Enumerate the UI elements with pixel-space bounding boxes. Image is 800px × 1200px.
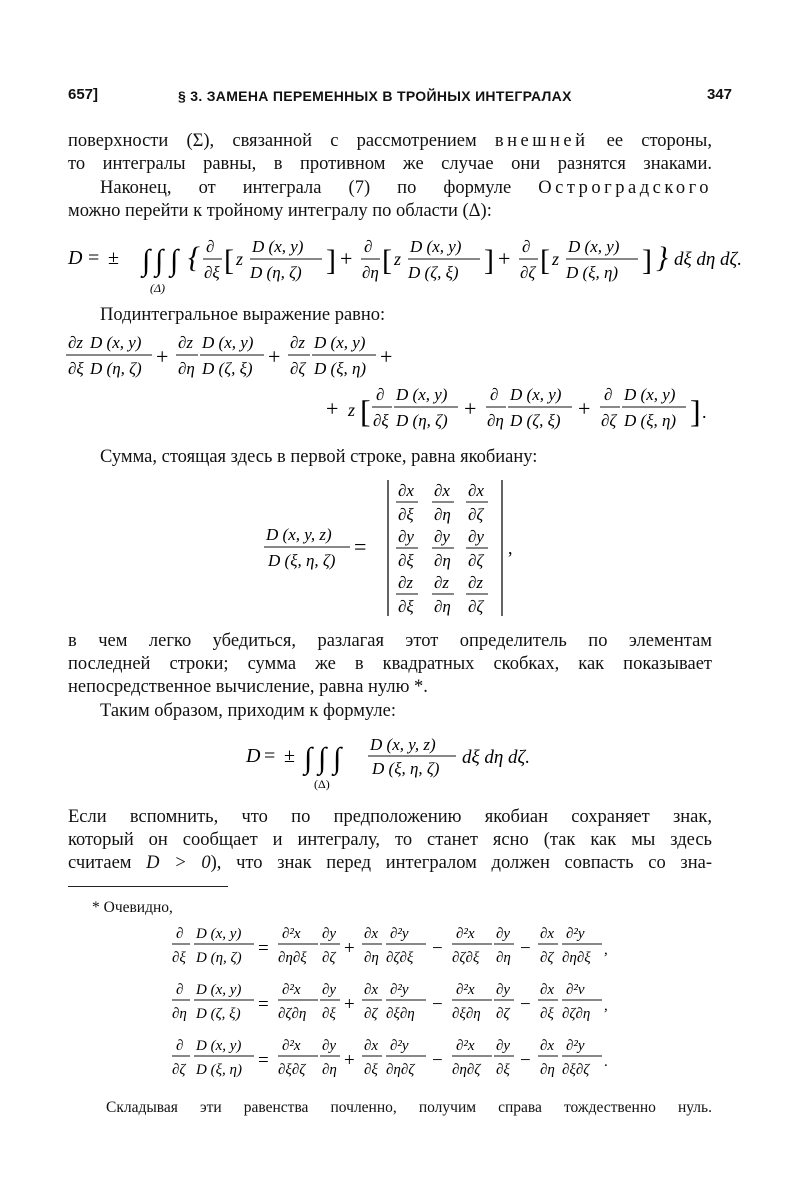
svg-text:∂ζ∂η: ∂ζ∂η [562, 1006, 591, 1022]
svg-text:∂y: ∂y [322, 1038, 337, 1054]
svg-text:D (x, y): D (x, y) [196, 926, 242, 942]
svg-text:=: = [258, 994, 269, 1015]
svg-text:∂x: ∂x [398, 481, 414, 500]
svg-text:∫: ∫ [318, 742, 327, 775]
svg-text:∂ζ: ∂ζ [468, 597, 484, 616]
svg-text:∂²x: ∂²x [456, 982, 475, 998]
text-line: Подинтегральное выражение равно: [100, 305, 386, 325]
text-line: поверхности (Σ), связанной с рассмотрением внешней ее стороны, [68, 131, 712, 151]
svg-text:=: = [258, 1050, 269, 1071]
svg-text:+: + [344, 994, 355, 1015]
svg-text:∂: ∂ [206, 237, 215, 256]
svg-text:D (η, ζ): D (η, ζ) [90, 359, 142, 378]
svg-text:∫: ∫ [304, 742, 313, 775]
svg-text:D (x, y): D (x, y) [396, 385, 448, 404]
svg-text:∂η: ∂η [178, 359, 195, 378]
svg-text:±: ± [284, 745, 295, 767]
svg-text:=: = [258, 938, 269, 959]
text-line: непосредственное вычисление, равна нулю *. [68, 677, 428, 697]
svg-text:∂z: ∂z [398, 573, 414, 592]
svg-text:∂ζ: ∂ζ [322, 950, 336, 966]
svg-text:∂²x: ∂²x [282, 982, 301, 998]
svg-text:∂ζ: ∂ζ [540, 950, 554, 966]
svg-text:+: + [344, 938, 355, 959]
svg-text:∂ζ∂η: ∂ζ∂η [278, 1006, 307, 1022]
svg-text:dξ dη dζ.: dξ dη dζ. [674, 249, 743, 270]
svg-text:+: + [268, 344, 281, 369]
svg-text:D (η, ζ): D (η, ζ) [250, 263, 302, 282]
text-line: Если вспомнить, что по предположению якобиан сохраняет знак, [68, 807, 712, 827]
svg-text:+: + [340, 246, 353, 271]
svg-text:∂ξ∂ζ: ∂ξ∂ζ [278, 1062, 306, 1078]
integrand-formula [66, 330, 736, 440]
svg-text:∂ξ∂ζ: ∂ξ∂ζ [562, 1062, 590, 1078]
svg-text:∂η∂ζ: ∂η∂ζ [452, 1062, 481, 1078]
svg-text:−: − [520, 1050, 531, 1071]
svg-text:∂η∂ξ: ∂η∂ξ [278, 950, 307, 966]
svg-text:D (ξ, η): D (ξ, η) [314, 359, 367, 378]
svg-text:∂η: ∂η [540, 1062, 555, 1078]
svg-text:,: , [604, 998, 608, 1014]
svg-text:+: + [464, 396, 477, 421]
svg-text:+: + [498, 246, 511, 271]
svg-text:∂x: ∂x [540, 982, 555, 998]
running-header [68, 86, 732, 112]
svg-text:∂²y: ∂²y [566, 1038, 585, 1054]
svg-text:∂²y: ∂²y [390, 1038, 409, 1054]
svg-text:D (ζ, ξ): D (ζ, ξ) [202, 359, 253, 378]
svg-text:D (ξ, η, ζ): D (ξ, η, ζ) [372, 759, 440, 778]
svg-text:∂y: ∂y [496, 1038, 511, 1054]
svg-text:,: , [508, 538, 513, 558]
svg-text:∂ζ∂ξ: ∂ζ∂ξ [386, 950, 414, 966]
svg-text:D (ξ, η): D (ξ, η) [196, 1062, 242, 1078]
svg-text:∂y: ∂y [468, 527, 484, 546]
svg-text:∂: ∂ [176, 926, 184, 942]
svg-text:∂ξ: ∂ξ [398, 551, 414, 570]
svg-text:∂x: ∂x [364, 982, 379, 998]
svg-text:∂η: ∂η [364, 950, 379, 966]
svg-text:∂η: ∂η [434, 505, 451, 524]
svg-text:=: = [354, 534, 367, 559]
svg-text:D (x, y): D (x, y) [568, 237, 620, 256]
svg-text:}: } [656, 241, 668, 274]
svg-text:D (η, ζ): D (η, ζ) [396, 411, 448, 430]
svg-text:∂y: ∂y [434, 527, 450, 546]
jacobian-determinant [262, 478, 532, 620]
svg-text:D (x, y): D (x, y) [196, 982, 242, 998]
svg-text:,: , [604, 942, 608, 958]
svg-text:∂: ∂ [376, 385, 385, 404]
text-line: в чем легко убедиться, разлагая этот определитель по элементам [68, 631, 712, 651]
svg-text:±: ± [108, 247, 119, 269]
svg-text:∂: ∂ [364, 237, 373, 256]
svg-text:∂²y: ∂²y [566, 926, 585, 942]
svg-text:D (x, y): D (x, y) [624, 385, 676, 404]
svg-text:∂η: ∂η [496, 950, 511, 966]
svg-text:D: D [246, 745, 261, 767]
svg-text:−: − [432, 1050, 443, 1071]
svg-text:∂z: ∂z [178, 333, 194, 352]
svg-text:∂η∂ζ: ∂η∂ζ [386, 1062, 415, 1078]
svg-text:∂ζ: ∂ζ [468, 505, 484, 524]
svg-text:∂η: ∂η [487, 411, 504, 430]
svg-text:.: . [702, 402, 707, 422]
svg-text:D (x, y): D (x, y) [202, 333, 254, 352]
svg-text:∂ξ: ∂ξ [172, 950, 186, 966]
svg-text:∂²x: ∂²x [282, 926, 301, 942]
svg-text:∂x: ∂x [468, 481, 484, 500]
svg-text:D (x, y, z): D (x, y, z) [370, 735, 436, 754]
svg-text:∂x: ∂x [540, 1038, 555, 1054]
svg-text:∂y: ∂y [322, 982, 337, 998]
footnote-closing: Складывая эти равенства почленно, получим справа тождественно нуль. [106, 1099, 712, 1116]
svg-text:D (ξ, η): D (ξ, η) [624, 411, 677, 430]
svg-text:∂ξ: ∂ξ [68, 359, 84, 378]
svg-text:=: = [88, 247, 100, 269]
text-line: то интегралы равны, в противном же случае они разнятся знаками. [68, 154, 712, 174]
svg-text:[: [ [360, 393, 371, 429]
text-line: считаем D > 0), что знак перед интегралом должен совпасть со зна- [68, 853, 712, 873]
svg-text:D (ζ, ξ): D (ζ, ξ) [408, 263, 459, 282]
svg-text:∂ξ∂η: ∂ξ∂η [386, 1006, 415, 1022]
svg-text:∂y: ∂y [496, 926, 511, 942]
svg-text:dξ dη dζ.: dξ dη dζ. [462, 747, 531, 768]
footnote-equations [170, 922, 630, 1088]
svg-text:z: z [552, 249, 560, 269]
svg-text:D (x, y): D (x, y) [410, 237, 462, 256]
footnote-rule [68, 886, 228, 887]
svg-text:∂²v: ∂²v [566, 982, 585, 998]
svg-text:∂ζ: ∂ζ [364, 1006, 378, 1022]
svg-text:z: z [394, 249, 402, 269]
svg-text:−: − [432, 938, 443, 959]
svg-text:∂ζ: ∂ζ [601, 411, 617, 430]
svg-text:∫: ∫ [142, 244, 151, 277]
svg-text:D (η, ζ): D (η, ζ) [196, 950, 242, 966]
svg-text:[: [ [224, 244, 234, 277]
svg-text:∂²x: ∂²x [282, 1038, 301, 1054]
text-line: который он сообщает и интегралу, то станет ясно (так как мы здесь [68, 830, 712, 850]
volume-integral-formula [66, 230, 743, 300]
svg-text:∂η: ∂η [434, 551, 451, 570]
svg-text:D (x, y): D (x, y) [314, 333, 366, 352]
svg-text:∂η∂ξ: ∂η∂ξ [562, 950, 591, 966]
svg-text:∂ξ: ∂ξ [398, 597, 414, 616]
svg-text:∂x: ∂x [434, 481, 450, 500]
svg-text:]: ] [642, 244, 652, 277]
svg-text:∂z: ∂z [290, 333, 306, 352]
svg-text:+: + [578, 396, 591, 421]
svg-text:∂x: ∂x [364, 926, 379, 942]
svg-text:∂²y: ∂²y [390, 982, 409, 998]
svg-text:[: [ [540, 244, 550, 277]
svg-text:D (x, y, z): D (x, y, z) [266, 525, 332, 544]
svg-text:∂y: ∂y [398, 527, 414, 546]
svg-text:∂ξ: ∂ξ [322, 1006, 336, 1022]
svg-text:D (x, y): D (x, y) [196, 1038, 242, 1054]
svg-text:∂η: ∂η [172, 1006, 187, 1022]
svg-text:∂z: ∂z [468, 573, 484, 592]
svg-text:∂ζ: ∂ζ [172, 1062, 186, 1078]
svg-text:∂y: ∂y [322, 926, 337, 942]
svg-text:[: [ [382, 244, 392, 277]
svg-text:∂ξ: ∂ξ [398, 505, 414, 524]
svg-text:+: + [156, 344, 169, 369]
svg-text:]: ] [690, 393, 701, 429]
svg-text:∂ζ: ∂ζ [290, 359, 306, 378]
text-line: Наконец, от интеграла (7) по формуле Остроградского [100, 178, 712, 198]
svg-text:D (ξ, η, ζ): D (ξ, η, ζ) [268, 551, 336, 570]
svg-text:D (ζ, ξ): D (ζ, ξ) [510, 411, 561, 430]
svg-text:+: + [344, 1050, 355, 1071]
svg-text:∂ζ: ∂ζ [520, 263, 536, 282]
svg-text:(Δ): (Δ) [314, 777, 330, 791]
svg-text:+: + [380, 344, 393, 369]
svg-text:∂²y: ∂²y [390, 926, 409, 942]
svg-text:D (x, y): D (x, y) [90, 333, 142, 352]
svg-text:−: − [520, 938, 531, 959]
svg-text:∂ζ: ∂ζ [496, 1006, 510, 1022]
svg-text:∂x: ∂x [364, 1038, 379, 1054]
svg-text:∫: ∫ [155, 244, 164, 277]
svg-text:∂: ∂ [176, 982, 184, 998]
svg-text:∂ξ: ∂ξ [364, 1062, 378, 1078]
text-line: Таким образом, приходим к формуле: [100, 701, 396, 721]
svg-text:∂ξ: ∂ξ [496, 1062, 510, 1078]
svg-text:∂²x: ∂²x [456, 1038, 475, 1054]
text-line: последней строки; сумма же в квадратных скобках, как показывает [68, 654, 712, 674]
svg-text:∂ζ: ∂ζ [468, 551, 484, 570]
svg-text:−: − [520, 994, 531, 1015]
svg-text:∂: ∂ [176, 1038, 184, 1054]
svg-text:∂ξ∂η: ∂ξ∂η [452, 1006, 481, 1022]
svg-text:∂η: ∂η [434, 597, 451, 616]
svg-text:∂y: ∂y [496, 982, 511, 998]
svg-text:]: ] [484, 244, 494, 277]
svg-text:∂: ∂ [604, 385, 613, 404]
svg-text:z: z [236, 249, 244, 269]
section-number: 657] [68, 86, 99, 103]
svg-text:∂: ∂ [490, 385, 499, 404]
svg-text:∫: ∫ [333, 742, 342, 775]
svg-text:]: ] [326, 244, 336, 277]
svg-text:∫: ∫ [170, 244, 179, 277]
svg-text:∂ζ∂ξ: ∂ζ∂ξ [452, 950, 480, 966]
svg-text:=: = [264, 745, 276, 767]
text-line: можно перейти к тройному интегралу по области (Δ): [68, 201, 492, 221]
page-number: 347 [706, 86, 732, 103]
svg-text:∂ξ: ∂ξ [540, 1006, 554, 1022]
svg-text:∂z: ∂z [68, 333, 84, 352]
formula-D: D [68, 247, 83, 269]
svg-text:.: . [604, 1054, 608, 1070]
running-title: § 3. ЗАМЕНА ПЕРЕМЕННЫХ В ТРОЙНЫХ ИНТЕГРАЛАХ [178, 88, 572, 104]
svg-text:∂η: ∂η [322, 1062, 337, 1078]
svg-text:D (ξ, η): D (ξ, η) [566, 263, 619, 282]
region-label: (Δ) [150, 281, 166, 295]
svg-text:z: z [348, 400, 356, 420]
svg-text:D (x, y): D (x, y) [252, 237, 304, 256]
svg-text:∂ξ: ∂ξ [204, 263, 220, 282]
svg-text:∂: ∂ [522, 237, 531, 256]
svg-text:∂z: ∂z [434, 573, 450, 592]
svg-text:−: − [432, 994, 443, 1015]
svg-text:{: { [188, 241, 200, 274]
svg-text:D (ζ, ξ): D (ζ, ξ) [196, 1006, 241, 1022]
svg-text:∂x: ∂x [540, 926, 555, 942]
svg-text:+: + [326, 396, 339, 421]
final-integral-formula [244, 730, 544, 794]
text-line: Сумма, стоящая здесь в первой строке, равна якобиану: [100, 447, 538, 467]
footnote-intro: * Очевидно, [92, 899, 173, 916]
svg-text:∂η: ∂η [362, 263, 379, 282]
svg-text:D (x, y): D (x, y) [510, 385, 562, 404]
svg-text:∂²x: ∂²x [456, 926, 475, 942]
svg-text:∂ξ: ∂ξ [373, 411, 389, 430]
